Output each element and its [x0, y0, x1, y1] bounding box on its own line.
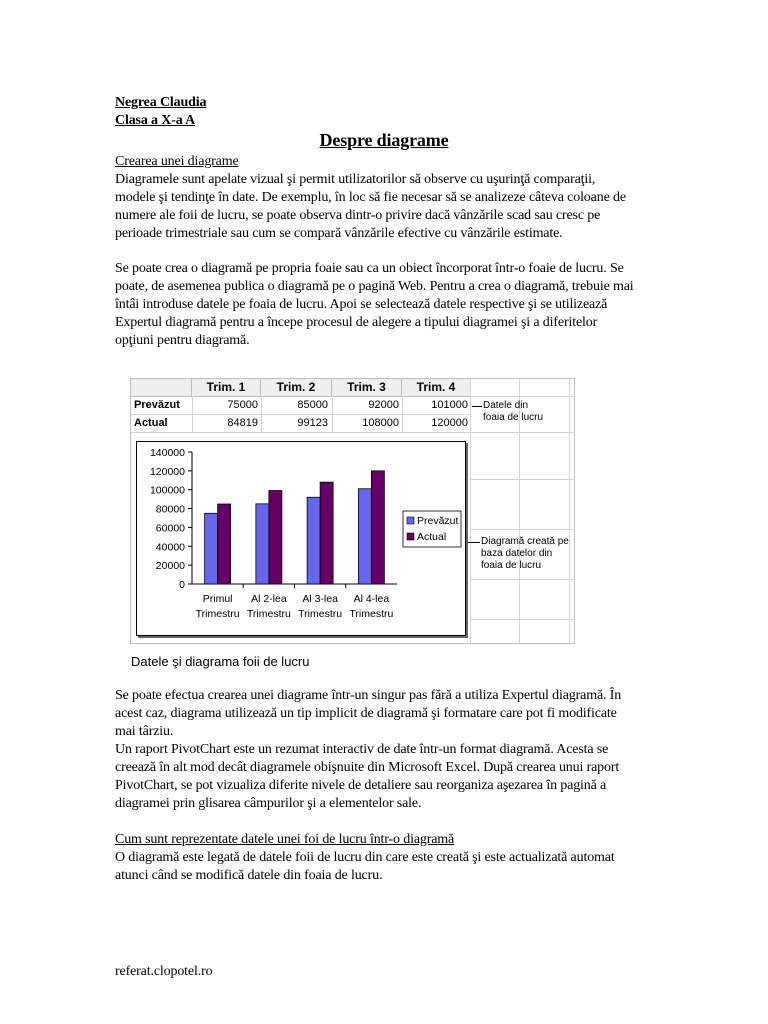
grid-line: [131, 432, 574, 433]
page-title: Despre diagrame: [319, 130, 449, 150]
bar: [269, 491, 282, 584]
row-label: Actual: [134, 417, 168, 429]
bar: [307, 497, 320, 584]
y-tick-label: 60000: [155, 522, 185, 535]
data-cell: 85000: [297, 399, 328, 411]
data-cell: 120000: [431, 417, 468, 429]
column-header: Trim. 4: [402, 379, 471, 397]
grid-line: [131, 414, 470, 415]
data-cell: 108000: [362, 417, 399, 429]
grid-line: [470, 619, 574, 620]
row-label: Prevăzut: [134, 399, 180, 411]
x-tick-label: Trimestru: [298, 608, 343, 620]
legend-swatch: [407, 533, 414, 540]
x-tick-label: Primul: [202, 593, 233, 605]
legend-label: Prevăzut: [417, 515, 459, 527]
paragraph: O diagramă este legată de datele foii de lucru din care este creată şi este actualizată automat atunci când se modifică datele din foaia de lucru.: [115, 850, 615, 883]
paragraph: Diagramele sunt apelate vizual şi permit utilizatorilor să observe cu uşurinţă comparaţii, modele şi tendinţe în date. De exemplu, în loc să fie necesar să se analizeze câteva coloane de numere ale foii de lucru, se poate observa dintr-o privire dacă vânzările scad sau cresc pe perioade trimestriale sau cum se compară vânzările efective cu vânzările estimate.: [115, 172, 626, 241]
section-heading-creation: Crearea unei diagrame: [115, 154, 239, 169]
class-name: Clasa a X-a A: [115, 113, 196, 128]
bar: [371, 471, 384, 584]
data-cell: 84819: [227, 417, 258, 429]
data-cell: 75000: [227, 399, 258, 411]
data-cell: 92000: [368, 399, 399, 411]
paragraph: Se poate crea o diagramă pe propria foaie sau ca un obiect încorporat într-o foaie de lucru. Se poate, de asemenea publica o diagramă pe o pagină Web. Pentru a crea o diagramă, trebuie mai întâi introduse datele pe foaia de lucru. Apoi se selectează datele respective şi se utilizează Expertul diagramă pentru a începe procesul de alegere a tipului diagramei şi a diferitelor opţiuni pentru diagramă.: [115, 261, 634, 348]
paragraph: Un raport PivotChart este un rezumat interactiv de date într-un format diagramă. Acesta se creează în alt mod decât diagramele obişnuite din Microsoft Excel. După crearea unui raport PivotChart, se pot vizualiza diferite nivele de detaliere sau reorganiza aşezarea în pagină a diagramei prin glisarea câmpurilor şi a elementelor sale.: [115, 742, 620, 811]
bar: [205, 513, 218, 584]
paragraph: Se poate efectua crearea unei diagrame într-un singur pas fără a utiliza Expertul diagramă. În acest caz, diagrama utilizează un tip implicit de diagramă şi formatare care pot fi modificate mai târziu.: [115, 688, 622, 739]
y-tick-label: 20000: [155, 560, 185, 573]
figure-caption: Datele şi diagrama foii de lucru: [131, 654, 310, 669]
footer-source: referat.clopotel.ro: [115, 964, 213, 979]
grid-line: [569, 379, 570, 643]
data-cell: 101000: [431, 399, 468, 411]
callout-line: [466, 542, 480, 543]
legend-swatch: [407, 517, 414, 524]
bar: [218, 504, 231, 584]
column-header: Trim. 1: [192, 379, 261, 397]
grid-line: [470, 579, 574, 580]
y-tick-label: 80000: [155, 503, 185, 516]
bar: [358, 489, 371, 584]
grid-line: [470, 479, 574, 480]
y-tick-label: 40000: [155, 541, 185, 554]
author-name: Negrea Claudia: [115, 95, 207, 110]
header-corner-cell: [131, 379, 192, 397]
chart-callout-note: Diagramă creată pe baza datelor din foaia de lucru: [481, 536, 569, 571]
x-tick-label: Trimestru: [195, 608, 240, 620]
x-tick-label: Trimestru: [349, 608, 394, 620]
data-callout-note: Datele din foaia de lucru: [483, 400, 544, 423]
y-tick-label: 100000: [149, 484, 185, 497]
column-header: Trim. 2: [261, 379, 332, 397]
legend-label: Actual: [417, 531, 447, 543]
y-tick-label: 120000: [149, 465, 185, 478]
bar: [320, 482, 333, 584]
worksheet-figure: [130, 378, 575, 644]
y-tick-label: 0: [179, 579, 185, 591]
callout-line: [472, 406, 482, 407]
data-cell: 99123: [297, 417, 328, 429]
grid-line: [470, 379, 471, 643]
x-tick-label: Al 2-lea: [251, 593, 287, 605]
column-chart: [137, 442, 465, 635]
x-tick-label: Al 4-lea: [353, 593, 390, 605]
chart-area: [136, 441, 466, 636]
grid-line: [470, 396, 574, 397]
y-tick-label: 140000: [149, 447, 185, 459]
section-heading-representation: Cum sunt reprezentate datele unei foi de lucru într-o diagramă: [115, 832, 455, 847]
bar: [256, 504, 269, 584]
x-tick-label: Al 3-lea: [302, 593, 338, 605]
grid-line: [470, 529, 574, 530]
column-header: Trim. 3: [332, 379, 402, 397]
x-tick-label: Trimestru: [246, 608, 291, 620]
